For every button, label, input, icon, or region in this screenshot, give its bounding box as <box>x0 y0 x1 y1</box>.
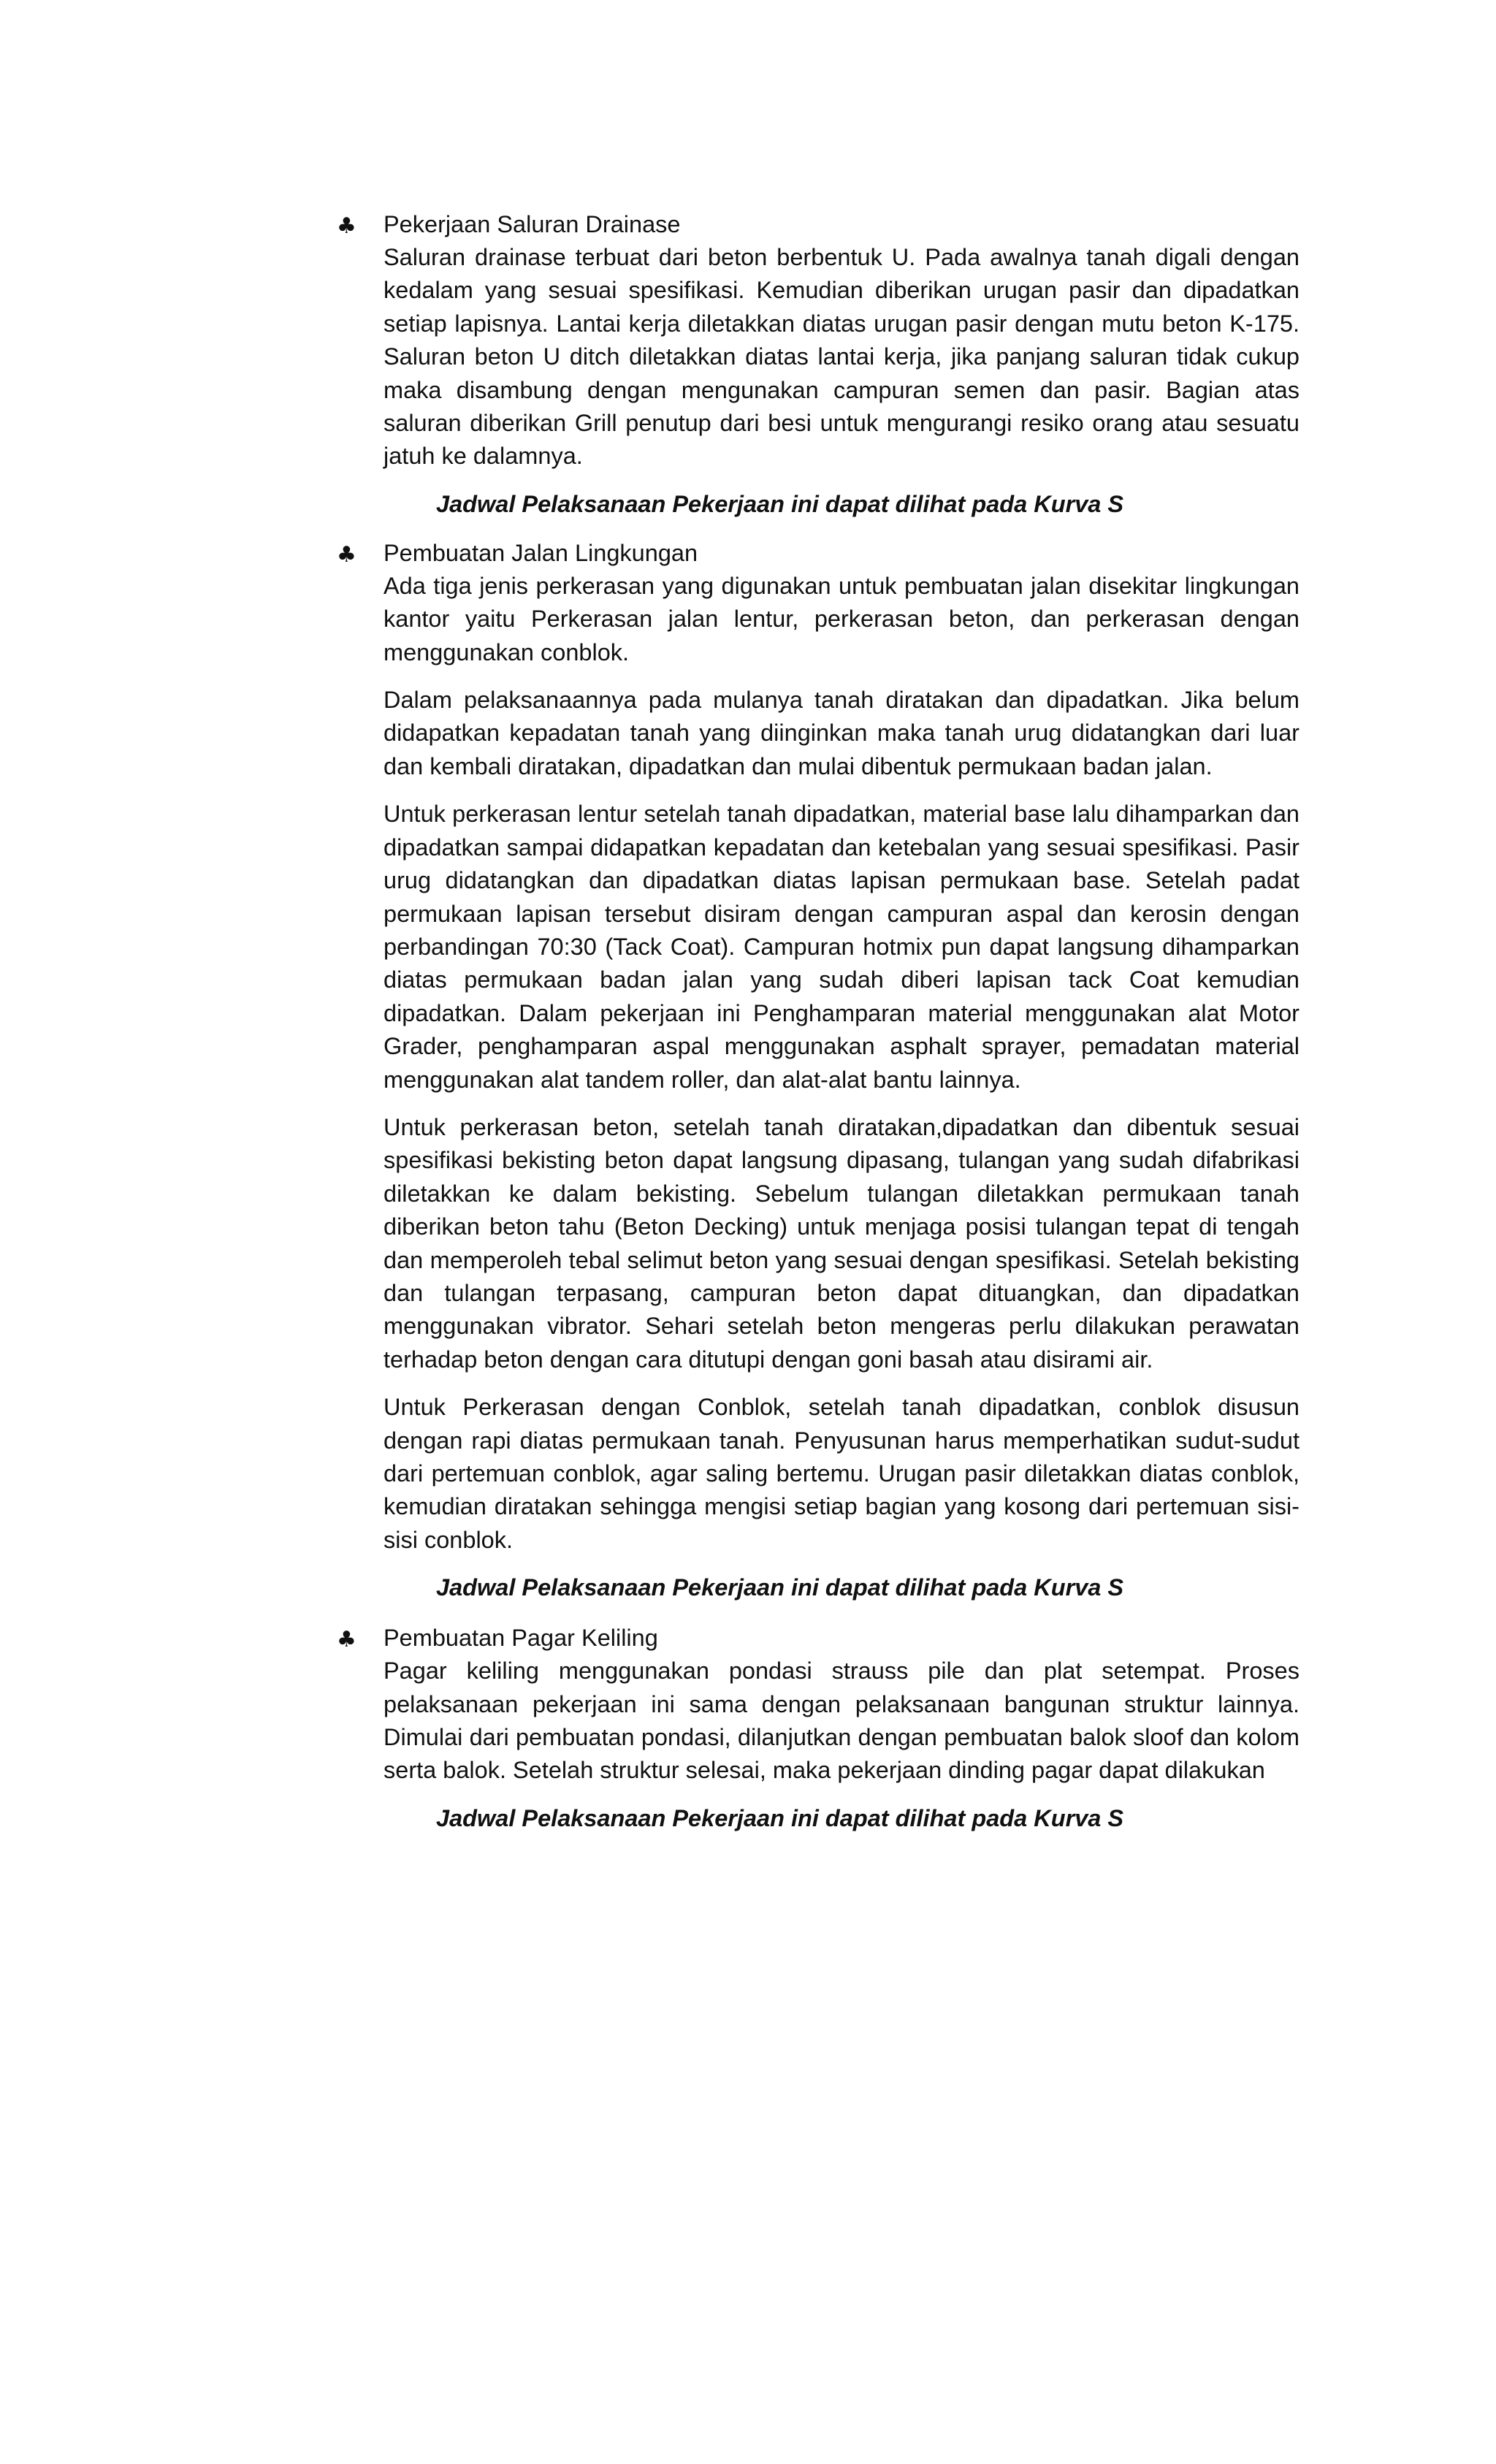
section-saluran-drainase <box>335 208 1300 473</box>
paragraph: Untuk perkerasan beton, setelah tanah diratakan,dipadatkan dan dibentuk sesuai spesifikasi bekisting beton dapat langsung dipasang, tulangan yang sudah difabrikasi diletakkan ke dalam bekisting. Sebelum tulangan diletakkan permukaan tanah diberikan beton tahu (Beton Decking) untuk menjaga posisi tulangan tepat di tengah dan memperoleh tebal selimut beton yang sesuai dengan spesifikasi. Setelah bekisting dan tulangan terpasang, campuran beton dapat dituangkan, dan dipadatkan menggunakan vibrator. Sehari setelah beton mengeras perlu dilakukan perawatan terhadap beton dengan cara ditutupi dengan goni basah atau disirami air. <box>383 1113 1300 1373</box>
schedule-note: Jadwal Pelaksanaan Pekerjaan ini dapat dilihat pada Kurva S <box>436 1804 1124 1831</box>
paragraph: Saluran drainase terbuat dari beton berbentuk U. Pada awalnya tanah digali dengan kedalam yang sesuai spesifikasi. Kemudian diberikan urugan pasir dan dipadatkan setiap lapisnya. Lantai kerja diletakkan diatas urugan pasir dengan mutu beton K-175. Saluran beton U ditch diletakkan diatas lantai kerja, jika panjang saluran tidak cukup maka disambung dengan mengunakan campuran semen dan pasir. Bagian atas saluran diberikan Grill penutup dari besi untuk mengurangi resiko orang atau sesuatu jatuh ke dalamnya. <box>383 244 1300 470</box>
section-jalan-lingkungan <box>335 537 1300 1557</box>
club-bullet-icon: ♣ <box>337 213 356 239</box>
paragraph: Untuk perkerasan lentur setelah tanah dipadatkan, material base lalu dihamparkan dan dipadatkan sampai didapatkan kepadatan dan ketebalan yang sesuai spesifikasi. Pasir urug didatangkan dan dipadatkan diatas lapisan permukaan base. Setelah padat permukaan lapisan tersebut disiram dengan campuran aspal dan kerosin dengan perbandingan 70:30 (Tack Coat). Campuran hotmix pun dapat langsung dihamparkan diatas permukaan badan jalan yang sudah diberi lapisan tack Coat kemudian dipadatkan. Dalam pekerjaan ini Penghamparan material menggunakan alat Motor Grader, penghamparan aspal menggunakan asphalt sprayer, pemadatan material menggunakan alat tandem roller, dan alat-alat bantu lainnya. <box>383 801 1300 1093</box>
section-title: Pembuatan Pagar Keliling <box>383 1625 658 1652</box>
section-title: Pembuatan Jalan Lingkungan <box>383 539 698 566</box>
club-bullet-icon: ♣ <box>337 1627 356 1653</box>
section-pagar-keliling <box>335 1622 1300 1788</box>
paragraph: Pagar keliling menggunakan pondasi strauss pile dan plat setempat. Proses pelaksanaan pekerjaan ini sama dengan pelaksanaan bangunan struktur lainnya. Dimulai dari pembuatan pondasi, dilanjutkan dengan pembuatan balok sloof dan kolom serta balok. Setelah struktur selesai, maka pekerjaan dinding pagar dapat dilakukan <box>383 1658 1300 1784</box>
paragraph: Ada tiga jenis perkerasan yang digunakan untuk pembuatan jalan disekitar lingkungan kantor yaitu Perkerasan jalan lentur, perkerasan beton, dan perkerasan dengan menggunakan conblok. <box>383 572 1300 665</box>
paragraph: Untuk Perkerasan dengan Conblok, setelah tanah dipadatkan, conblok disusun dengan rapi diatas permukaan tanah. Penyusunan harus memperhatikan sudut-sudut dari pertemuan conblok, agar saling bertemu. Urugan pasir diletakkan diatas conblok, kemudian diratakan sehingga mengisi setiap bagian yang kosong dari pertemuan sisi-sisi conblok. <box>383 1394 1300 1553</box>
schedule-note: Jadwal Pelaksanaan Pekerjaan ini dapat dilihat pada Kurva S <box>436 1574 1124 1601</box>
section-title: Pekerjaan Saluran Drainase <box>383 211 681 237</box>
paragraph: Dalam pelaksanaannya pada mulanya tanah diratakan dan dipadatkan. Jika belum didapatkan kepadatan tanah yang diinginkan maka tanah urug didatangkan dari luar dan kembali diratakan, dipadatkan dan mulai dibentuk permukaan badan jalan. <box>383 687 1300 779</box>
document-body <box>335 208 1300 1835</box>
schedule-note: Jadwal Pelaksanaan Pekerjaan ini dapat dilihat pada Kurva S <box>436 490 1124 517</box>
club-bullet-icon: ♣ <box>337 541 356 568</box>
